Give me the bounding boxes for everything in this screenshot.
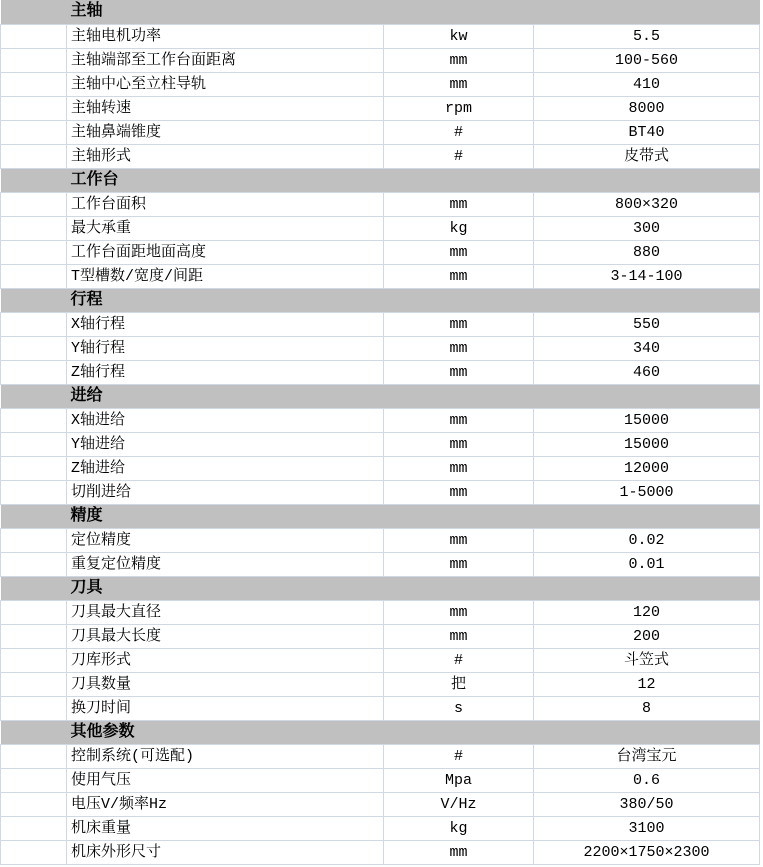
spec-row	[1, 408, 760, 432]
row-spacer-cell	[1, 96, 67, 120]
spec-value: 15000	[534, 432, 760, 456]
section-header-row	[1, 384, 760, 408]
section-title: 精度	[1, 504, 760, 528]
spec-label: 换刀时间	[67, 696, 384, 720]
spec-row	[1, 840, 760, 864]
spec-unit: #	[384, 120, 534, 144]
spec-value: 2200×1750×2300	[534, 840, 760, 864]
spec-row	[1, 744, 760, 768]
spec-value: 410	[534, 72, 760, 96]
spec-row	[1, 336, 760, 360]
row-spacer-cell	[1, 816, 67, 840]
section-header-row	[1, 576, 760, 600]
row-spacer-cell	[1, 624, 67, 648]
spec-unit: kg	[384, 216, 534, 240]
spec-value: 3100	[534, 816, 760, 840]
spec-row	[1, 432, 760, 456]
spec-value: 200	[534, 624, 760, 648]
spec-value: 800×320	[534, 192, 760, 216]
section-title: 其他参数	[1, 720, 760, 744]
spec-label: 主轴形式	[67, 144, 384, 168]
row-spacer-cell	[1, 312, 67, 336]
spec-unit: Mpa	[384, 768, 534, 792]
spec-unit: mm	[384, 264, 534, 288]
spec-value: 斗笠式	[534, 648, 760, 672]
spec-label: Z轴行程	[67, 360, 384, 384]
spec-unit: #	[384, 144, 534, 168]
spec-table-body	[1, 0, 760, 864]
spec-value: 550	[534, 312, 760, 336]
row-spacer-cell	[1, 408, 67, 432]
spec-unit: mm	[384, 408, 534, 432]
spec-value: 12	[534, 672, 760, 696]
spec-unit: mm	[384, 336, 534, 360]
spec-row	[1, 240, 760, 264]
spec-row	[1, 552, 760, 576]
spec-label: Y轴行程	[67, 336, 384, 360]
section-title: 进给	[1, 384, 760, 408]
spec-label: Y轴进给	[67, 432, 384, 456]
spec-unit: s	[384, 696, 534, 720]
row-spacer-cell	[1, 120, 67, 144]
row-spacer-cell	[1, 600, 67, 624]
row-spacer-cell	[1, 216, 67, 240]
spec-label: 主轴中心至立柱导轨	[67, 72, 384, 96]
spec-value: 0.6	[534, 768, 760, 792]
row-spacer-cell	[1, 840, 67, 864]
spec-row	[1, 120, 760, 144]
row-spacer-cell	[1, 552, 67, 576]
spec-row	[1, 696, 760, 720]
spec-label: 刀具最大直径	[67, 600, 384, 624]
row-spacer-cell	[1, 480, 67, 504]
spec-label: X轴行程	[67, 312, 384, 336]
spec-unit: V/Hz	[384, 792, 534, 816]
spec-unit: mm	[384, 192, 534, 216]
spec-unit: mm	[384, 528, 534, 552]
spec-label: 切削进给	[67, 480, 384, 504]
spec-label: 刀具数量	[67, 672, 384, 696]
spec-value: 3-14-100	[534, 264, 760, 288]
spec-unit: mm	[384, 432, 534, 456]
spec-label: 主轴电机功率	[67, 24, 384, 48]
row-spacer-cell	[1, 432, 67, 456]
spec-label: 刀库形式	[67, 648, 384, 672]
spec-row	[1, 792, 760, 816]
spec-row	[1, 72, 760, 96]
section-title: 工作台	[1, 168, 760, 192]
spec-row	[1, 672, 760, 696]
spec-row	[1, 96, 760, 120]
spec-label: 主轴转速	[67, 96, 384, 120]
spec-row	[1, 216, 760, 240]
spec-row	[1, 600, 760, 624]
section-title: 行程	[1, 288, 760, 312]
row-spacer-cell	[1, 144, 67, 168]
spec-label: 电压V/频率Hz	[67, 792, 384, 816]
spec-row	[1, 48, 760, 72]
section-header-row	[1, 168, 760, 192]
row-spacer-cell	[1, 528, 67, 552]
spec-unit: kg	[384, 816, 534, 840]
section-header-row	[1, 288, 760, 312]
row-spacer-cell	[1, 336, 67, 360]
spec-value: 15000	[534, 408, 760, 432]
spec-unit: 把	[384, 672, 534, 696]
spec-value: 1-5000	[534, 480, 760, 504]
row-spacer-cell	[1, 48, 67, 72]
spec-label: Z轴进给	[67, 456, 384, 480]
row-spacer-cell	[1, 744, 67, 768]
section-title: 刀具	[1, 576, 760, 600]
spec-label: 工作台面积	[67, 192, 384, 216]
spec-unit: mm	[384, 624, 534, 648]
spec-row	[1, 360, 760, 384]
spec-row	[1, 456, 760, 480]
spec-label: 使用气压	[67, 768, 384, 792]
section-header-row	[1, 720, 760, 744]
spec-value: 100-560	[534, 48, 760, 72]
spec-row	[1, 312, 760, 336]
spec-unit: mm	[384, 360, 534, 384]
spec-unit: mm	[384, 480, 534, 504]
spec-value: 300	[534, 216, 760, 240]
section-header-row	[1, 0, 760, 24]
spec-value: 120	[534, 600, 760, 624]
spec-label: 主轴端部至工作台面距离	[67, 48, 384, 72]
spec-unit: mm	[384, 72, 534, 96]
spec-value: 0.02	[534, 528, 760, 552]
spec-unit: mm	[384, 600, 534, 624]
spec-value: 0.01	[534, 552, 760, 576]
spec-label: 机床重量	[67, 816, 384, 840]
spec-unit: #	[384, 648, 534, 672]
spec-label: 刀具最大长度	[67, 624, 384, 648]
spec-unit: mm	[384, 48, 534, 72]
row-spacer-cell	[1, 240, 67, 264]
spec-unit: mm	[384, 456, 534, 480]
spec-row	[1, 528, 760, 552]
spec-value: 380/50	[534, 792, 760, 816]
spec-value: 12000	[534, 456, 760, 480]
row-spacer-cell	[1, 696, 67, 720]
spec-label: 工作台面距地面高度	[67, 240, 384, 264]
spec-row	[1, 768, 760, 792]
spec-row	[1, 648, 760, 672]
spec-unit: mm	[384, 240, 534, 264]
spec-label: 最大承重	[67, 216, 384, 240]
spec-label: 机床外形尺寸	[67, 840, 384, 864]
spec-row	[1, 624, 760, 648]
row-spacer-cell	[1, 456, 67, 480]
spec-unit: mm	[384, 552, 534, 576]
row-spacer-cell	[1, 792, 67, 816]
spec-value: BT40	[534, 120, 760, 144]
spec-unit: rpm	[384, 96, 534, 120]
spec-unit: #	[384, 744, 534, 768]
spec-unit: mm	[384, 840, 534, 864]
spec-row	[1, 480, 760, 504]
spec-label: T型槽数/宽度/间距	[67, 264, 384, 288]
row-spacer-cell	[1, 264, 67, 288]
spec-value: 5.5	[534, 24, 760, 48]
row-spacer-cell	[1, 360, 67, 384]
row-spacer-cell	[1, 648, 67, 672]
spec-value: 台湾宝元	[534, 744, 760, 768]
spec-label: X轴进给	[67, 408, 384, 432]
spec-value: 340	[534, 336, 760, 360]
row-spacer-cell	[1, 24, 67, 48]
spec-label: 主轴鼻端锥度	[67, 120, 384, 144]
row-spacer-cell	[1, 768, 67, 792]
spec-value: 8000	[534, 96, 760, 120]
section-title: 主轴	[1, 0, 760, 24]
section-header-row	[1, 504, 760, 528]
spec-value: 8	[534, 696, 760, 720]
spec-unit: mm	[384, 312, 534, 336]
spec-label: 定位精度	[67, 528, 384, 552]
spec-row	[1, 24, 760, 48]
spec-row	[1, 192, 760, 216]
spec-label: 控制系统(可选配)	[67, 744, 384, 768]
spec-value: 皮带式	[534, 144, 760, 168]
row-spacer-cell	[1, 672, 67, 696]
spec-row	[1, 264, 760, 288]
spec-value: 880	[534, 240, 760, 264]
spec-label: 重复定位精度	[67, 552, 384, 576]
spec-unit: kw	[384, 24, 534, 48]
row-spacer-cell	[1, 72, 67, 96]
row-spacer-cell	[1, 192, 67, 216]
spec-row	[1, 144, 760, 168]
spec-row	[1, 816, 760, 840]
spec-value: 460	[534, 360, 760, 384]
